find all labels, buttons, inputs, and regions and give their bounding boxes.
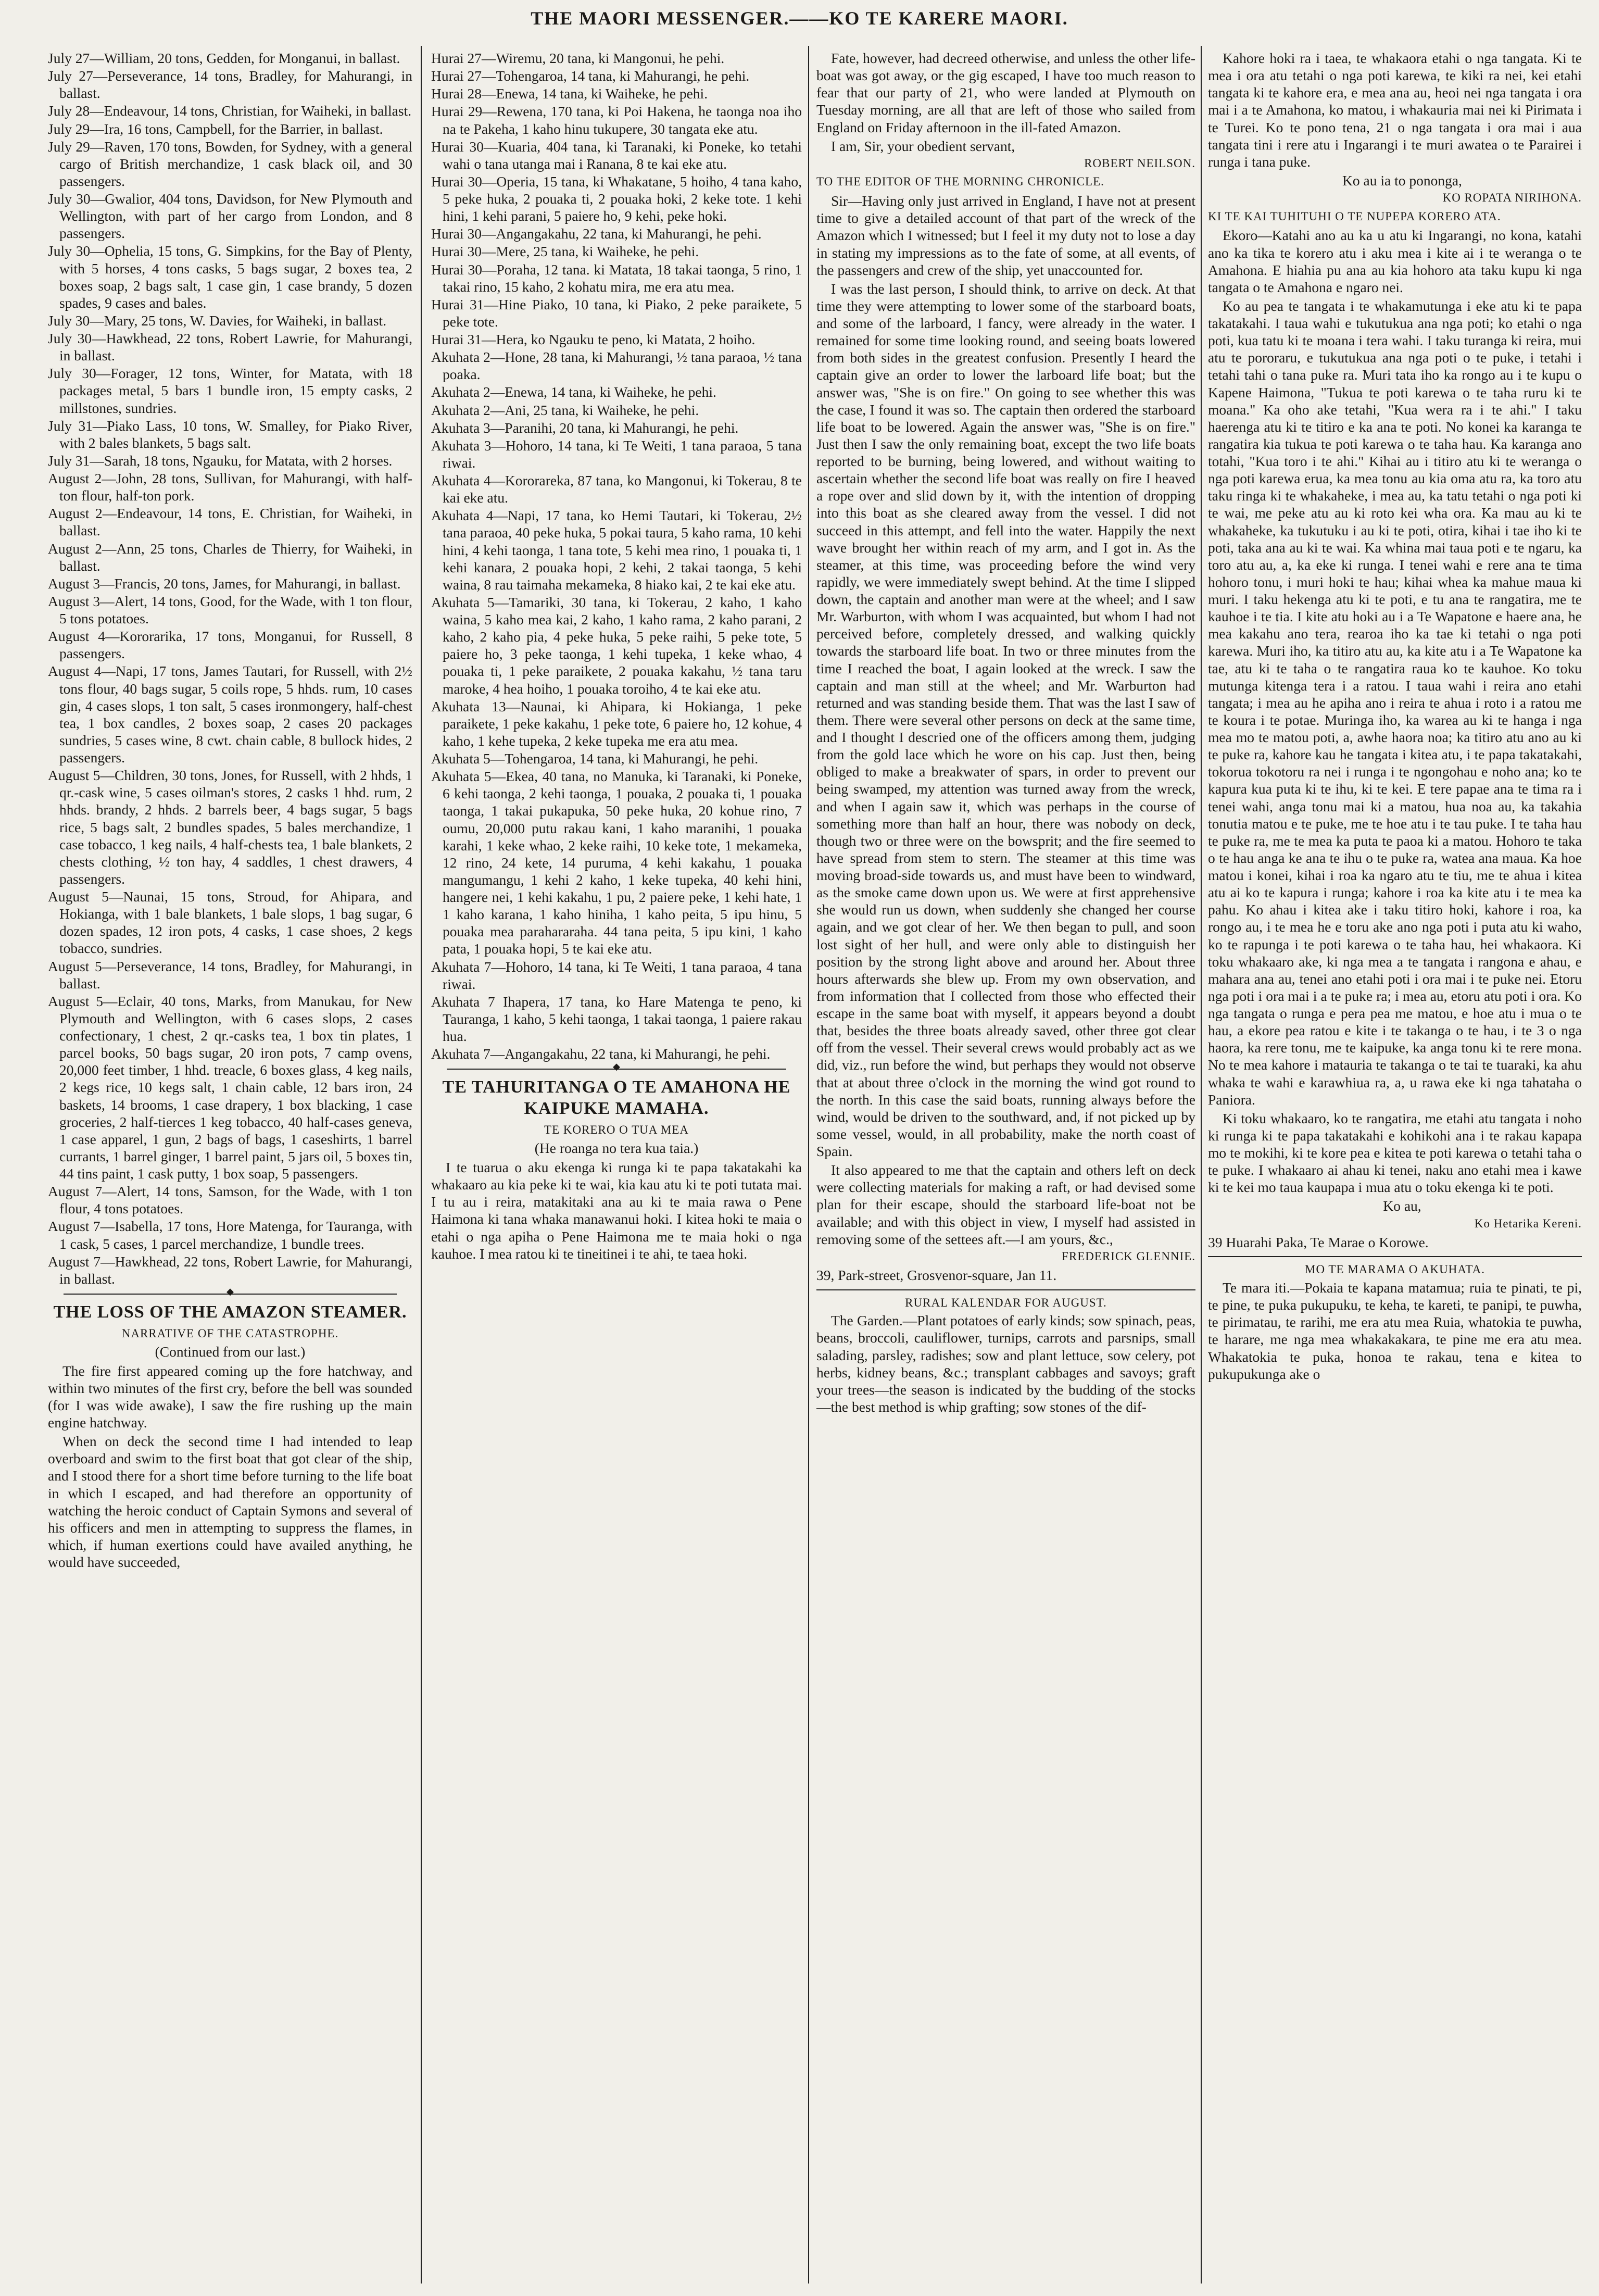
glennie-address: 39, Park-street, Grosvenor-square, Jan 11. <box>816 1267 1057 1284</box>
shipping-entry: July 29—Ira, 16 tons, Campbell, for the Barrier, in ballast. <box>48 120 383 137</box>
shipping-entry: Akuhata 2—Hone, 28 tana, ki Mahurangi, ½ tana paraoa, ½ tana poaka. <box>431 349 802 383</box>
shipping-entry: Akuhata 5—Ekea, 40 tana, no Manuka, ki Taranaki, ki Poneke, 6 kehi taonga, 2 kehi taonga, 1 pouaka, 2 pouaka ti, 1 pouaka taonga, 1 takai pukapuka, 50 peke huka, 20 kohue rino, 7 oumu, 20,000 putu rakau kani, 1 kaho maranihi, 1 pouaka karahi, 1 keke whao, 2 keke raihi, 10 keke tote, 1 mekameka, 12 rino, 24 kete, 14 puruma, 4 kehi kakahu, 1 pouaka mangumangu, 1 kehi 2 kaho, 1 keke tupeka, 40 kehi hini, hangere nei, 1 kehi kakahu, 1 pu, 2 paiere peke, 1 kehi hate, 1 1 kaho karana, 1 kaho hiniha, 1 kaho peita, 5 ipu hinu, 5 pouaka mea parahararaha. 44 tana peita, 5 ipu kini, 1 kaho pata, 1 pouaka hopi, 5 te kai eke atu. <box>431 768 802 957</box>
shipping-entry: Akuhata 3—Hohoro, 14 tana, ki Te Weiti, 1 tana paraoa, 5 tana riwai. <box>431 437 802 471</box>
column-3 <box>816 49 1195 2286</box>
shipping-entry: Akuhata 4—Napi, 17 tana, ko Hemi Tautari, ki Tokerau, 2½ tana paraoa, 40 peke huka, 5 pokai taura, 5 kaho rama, 10 kehi hini, 4 kehi taonga, 1 tana tote, 5 kehi mea rino, 1 pouaka ti, 1 kehi kanara, 2 pouaka hopi, 2 kehi, 2 takai taonga, 5 kehi waina, 8 rau taimaha mekameka, 8 hiako kai, 2 te kai eke atu. <box>431 507 802 593</box>
letter-heading-english: TO THE EDITOR OF THE MORNING CHRONICLE. <box>816 175 1104 189</box>
column-rule <box>808 46 809 2284</box>
article-paragraph: Ki toku whakaaro, ko te rangatira, me etahi atu tangata i noho ki runga ki te papa takatakahi e kohikohi ana i te rakau kapapa mo te mokihi, ki te kore pea e kitea te poti karewa o tetahi taha o te puke. I whakaaro ai ahau ki tenei, naku ano etahi mea i kawe ki te kei mo taua kaupapa i mua atu o toku ekenga ki te poti. <box>1208 1110 1582 1196</box>
shipping-entry: August 3—Alert, 14 tons, Good, for the Wade, with 1 ton flour, 5 tons potatoes. <box>48 593 412 626</box>
article-paragraph: It also appeared to me that the captain and others left on deck were collecting materials for making a raft, or had devised some plan for their escape, should the starboard life-boat not be available; and with this object in view, I myself had assisted in removing some of the settees aft.—I am yours, &c., <box>816 1162 1195 1247</box>
shipping-entry: August 5—Perseverance, 14 tons, Bradley, for Mahurangi, in ballast. <box>48 958 412 992</box>
shipping-entry: July 30—Hawkhead, 22 tons, Robert Lawrie, for Mahurangi, in ballast. <box>48 330 412 364</box>
rural-kalendar-title: RURAL KALENDAR FOR AUGUST. <box>905 1296 1107 1309</box>
nirihona-letter-ending <box>1208 49 1582 170</box>
shipping-entry: July 30—Ophelia, 15 tons, G. Simpkins, for the Bay of Plenty, with 5 horses, 4 tons casks, 5 bags sugar, 2 boxes tea, 2 boxes soap, 2 bags salt, 1 case gin, 1 case brandy, 5 dozen spades, 9 cases and bales. <box>48 243 412 311</box>
glennie-letter-body <box>816 192 1195 1248</box>
neilson-closing: I am, Sir, your obedient servant, <box>831 137 1015 154</box>
shipping-entry: July 28—Endeavour, 14 tons, Christian, for Waiheki, in ballast. <box>48 103 412 119</box>
shipping-entry: Akuhata 7—Angangakahu, 22 tana, ki Mahurangi, he pehi. <box>431 1046 771 1062</box>
shipping-entry: August 7—Isabella, 17 tons, Hore Matenga, for Tauranga, with 1 cask, 5 cases, 1 parcel merchandize, 1 bundle trees. <box>48 1218 412 1252</box>
article-paragraph: Kahore hoki ra i taea, te whakaora etahi o nga tangata. Ki te mea i ora atu tetahi o nga poti karewa, te kiki ra nei, kei etahi tangata ki te kahore era, e mea ana au, heoi nei nga tangata i ora mai i a te Amahona, ko matou, i whakauria mai nei ki Pirimata i te Turei. Ko te pono tena, 21 o nga tangata i ora mai i aua tangata tini i rere atu i Ingarangi i te muri awatea o te Parairei i runga i tana puke. <box>1208 50 1582 170</box>
rural-kalendar-text: The Garden.—Plant potatoes of early kinds; sow spinach, peas, beans, broccoli, cauliflower, turnips, carrots and parsnips, small salading, parsley, radishes; sow and plant lettuce, sow celery, pot herbs, kidney beans, &c.; transplant cabbages and savoys; graft your trees—the season is indicated by the budding of the stocks—the best method is whip grafting; sow stones of the dif- <box>816 1312 1195 1415</box>
shipping-entry: Hurai 30—Operia, 15 tana, ki Whakatane, 5 hoiho, 4 tana kaho, 5 peke huka, 2 pouaka ti, 2 pouaka hoki, 2 keke tote. 1 kehi hini, 1 kehi parani, 5 paiere ho, 9 kehi, peke hoki. <box>431 173 802 224</box>
section-rule <box>1208 1256 1582 1257</box>
shipping-entry: Hurai 29—Rewena, 170 tana, ki Poi Hakena, he taonga noa iho na te Pakeha, 1 kaho hinu tukupere, 30 tangata eke atu. <box>431 103 802 137</box>
shipping-list-maori <box>431 49 802 1062</box>
article-paragraph: I te tuarua o aku ekenga ki runga ki te papa takatakahi ka whakaaro au kia peke ki te wai, kia kau atu ki te poti tutata mai. I tu au i reira, matakitaki ana au ki te maia rawa o Pene Haimona ki tana whaka manawanui hoki. I kitea hoki te maia o etahi o nga apiha o Pene Haimona me te maia hoki o nga kauhoe. I mea ratou ki te tineitinei i te ahi, te taea hoki. <box>431 1159 802 1262</box>
shipping-entry: Hurai 31—Hine Piako, 10 tana, ki Piako, 2 peke paraikete, 5 peke tote. <box>431 296 802 330</box>
shipping-entry: July 27—Perseverance, 14 tons, Bradley, for Mahurangi, in ballast. <box>48 68 412 102</box>
shipping-entry: August 2—Ann, 25 tons, Charles de Thierry, for Waiheki, in ballast. <box>48 540 412 574</box>
amazon-maori-subtitle: TE KORERO O TUA MEA <box>544 1123 689 1137</box>
section-rule <box>816 1289 1195 1290</box>
section-divider <box>447 1069 786 1070</box>
shipping-entry: Hurai 30—Angangakahu, 22 tana, ki Mahurangi, he pehi. <box>431 225 762 242</box>
nirihona-signature: KO ROPATA NIRIHONA. <box>1442 191 1582 204</box>
shipping-entry: August 2—John, 28 tons, Sullivan, for Mahurangi, with half-ton flour, half-ton pork. <box>48 470 412 504</box>
amazon-english-continued: (Continued from our last.) <box>155 1343 306 1360</box>
shipping-entry: August 7—Hawkhead, 22 tons, Robert Lawrie, for Mahurangi, in ballast. <box>48 1253 412 1287</box>
kereni-closing: Ko au, <box>1383 1198 1421 1214</box>
article-paragraph: The fire first appeared coming up the fore hatchway, and within two minutes of the first cry, before the bell was sounded (for I was wide awake), I saw the fire rushing up the main engine hatchway. <box>48 1362 412 1431</box>
shipping-entry: August 2—Endeavour, 14 tons, E. Christian, for Waiheki, in ballast. <box>48 505 412 539</box>
shipping-entry: August 5—Naunai, 15 tons, Stroud, for Ahipara, and Hokianga, with 1 bale blankets, 1 bale slops, 1 bag sugar, 6 dozen spades, 12 iron pots, 4 casks, 1 case shoes, 2 kegs tobacco, sundries. <box>48 888 412 957</box>
section-divider <box>64 1294 397 1295</box>
nirihona-closing: Ko au ia to pononga, <box>1342 172 1462 189</box>
letter-heading-maori: KI TE KAI TUHITUHI O TE NUPEPA KORERO ATA. <box>1208 209 1501 223</box>
rural-maori-title: MO TE MARAMA O AKUHATA. <box>1305 1263 1485 1276</box>
shipping-entry: July 31—Sarah, 18 tons, Ngauku, for Matata, with 2 horses. <box>48 452 393 469</box>
shipping-entry: Akuhata 5—Tamariki, 30 tana, ki Tokerau, 2 kaho, 1 kaho waina, 5 kaho mea kai, 2 kaho, 1 kaho rama, 2 kaho parani, 2 kaho, 2 kaho pia, 4 peke huka, 5 peke raihi, 5 peke tote, 5 paiere ho, 3 peke taonga, 1 kehi tupeka, 1 keke whao, 4 pouaka ti, 1 peke paraikete, 2 pouaka kakahu, ½ tana taru maroke, 4 hea hoiho, 1 pouaka toroiho, 4 te kai eke atu. <box>431 594 802 697</box>
article-paragraph: Sir—Having only just arrived in England, I have not at present time to give a detailed account of that part of the wreck of the Amazon which I witnessed; but I feel it my duty not to lose a day in stating my impressions as to the fate of some, at all events, of the passengers and crew of the ship, yet unaccounted for. <box>816 193 1195 278</box>
masthead: THE MAORI MESSENGER.——KO TE KARERE MAORI. <box>531 8 1068 29</box>
glennie-signature: FREDERICK GLENNIE. <box>1062 1249 1195 1263</box>
amazon-maori-title: TE TAHURITANGA O TE AMAHONA HE KAIPUKE MAMAHA. <box>442 1077 791 1119</box>
shipping-entry: August 5—Eclair, 40 tons, Marks, from Manukau, for New Plymouth and Wellington, with 6 cases slops, 2 cases confectionary, 1 chest, 2 qr.-casks tea, 1 box tin plates, 1 parcel books, 50 bags sugar, 20 iron pots, 7 camp ovens, 20,000 feet timber, 1 hhd. treacle, 6 boxes glass, 4 keg nails, 2 kegs rice, 10 kegs salt, 1 chain cable, 12 bars iron, 24 baskets, 14 brooms, 1 case drapery, 1 box blacking, 1 case groceries, 2 half-tierces 1 keg tobacco, 40 half-cases geneva, 1 case apparel, 1 gun, 2 bags of bags, 1 caseshirts, 1 barrel currants, 1 barrel ginger, 1 barrel paint, 5 jars oil, 5 boxes tin, 44 tins paint, 1 cask putty, 1 box soap, 5 passengers. <box>48 993 412 1182</box>
shipping-entry: Hurai 28—Enewa, 14 tana, ki Waiheke, he pehi. <box>431 85 708 102</box>
shipping-entry: Hurai 30—Mere, 25 tana, ki Waiheke, he pehi. <box>431 243 699 260</box>
kereni-address: 39 Huarahi Paka, Te Marae o Korowe. <box>1208 1234 1429 1251</box>
shipping-entry: Hurai 27—Wiremu, 20 tana, ki Mangonui, he pehi. <box>431 50 725 66</box>
column-4 <box>1208 49 1582 2286</box>
amazon-maori-body <box>431 1159 802 1262</box>
shipping-entry: Akuhata 3—Paranihi, 20 tana, ki Mahurangi, he pehi. <box>431 419 739 436</box>
article-paragraph: I was the last person, I should think, to arrive on deck. At that time they were attempting to lower some of the starboard boats, and some of the larboard, I fancy, were already in the water. I remained for some time looking round, and seeing boats lowered from both sides in the greatest confusion. Presently I heard the captain give an order to lower the larboard life boat; but the answer was, "She is on fire." On going to see whether this was the case, I found it was so. The captain then ordered the starboard life boat to be lowered. Again the answer was, "She is on fire." Just then I saw the only remaining boat, except the two life boats reported to be burning, being lowered, and without waiting to ascertain whether the second life boat was really on fire I heaved a rope over and slid down by it, with the intention of dropping into this boat as she cleared away from the vessel. I did not succeed in this attempt, and fell into the water. Happily the next wave brought her within reach of my arm, and I got in. As the steamer, at this time, was proceeding before the wind very rapidly, we were immediately swept behind. At the time I slipped down, the captain and another man were at the wheel; and I saw Mr. Warburton, with whom I was acquainted, but whom I had not perceived before, completely dressed, and walking quickly towards the starboard life boat. In two or three minutes from the time I reached the boat, I again looked at the wreck. I saw the captain and man still at the wheel; and Mr. Warburton had returned and was standing beside them. That was the last I saw of them. There were several other persons on deck at the same time, and I thought I descried one of the officers among them, judging from the gold lace which he wore on his cap. Just then, being obliged to make a breakwater of spars, in order to prevent our being swamped, my attention was turned away from the wreck, and when I again saw it, which was perhaps in the course of something more than half an hour, there was nobody on deck, though two or three were on the bowsprit; and the fire seemed to have spread from stem to stern. The steamer at this time was moving broad-side towards us, and must have been to windward, as the smoke came down upon us. We were at first apprehensive she would run us down, when suddenly she changed her course again, and we got clear of her. We then began to pull, and soon lost sight of her hull, and were only able to distinguish her position by the strong light above and around her. About three hours afterwards she blew up. From my own observation, and from information that I collected from those who effected their escape in the same boat with myself, it appears beyond a doubt that, besides the three boats already saved, other three got clear off from the vessel. Their several crews would probably act as we did, viz., run before the wind, but perhaps they would not observe that at about three o'clock in the morning the wind got round to the north. In this case the said boats, running always before the wind, would be driven to the southward, and, if not picked up by some vessel, would, in all probability, make the north coast of Spain. <box>816 280 1195 1160</box>
shipping-entry: Akuhata 7 Ihapera, 17 tana, ko Hare Matenga te peno, ki Tauranga, 1 kaho, 5 kehi taonga, 1 takai taonga, 1 paiere rakau hua. <box>431 993 802 1044</box>
article-paragraph: Ekoro—Katahi ano au ka u atu ki Ingarangi, no kona, katahi ano ka tika te korero atu i aku mea i kite ai i te weranga o te Amahona. E hiahia pu ana au kia hohoro ata taku kupu ki nga tangata o te Amahona e ngaro nei. <box>1208 227 1582 295</box>
shipping-entry: August 4—Kororarika, 17 tons, Monganui, for Russell, 8 passengers. <box>48 628 412 662</box>
kereni-signature: Ko Hetarika Kereni. <box>1474 1216 1582 1230</box>
amazon-english-body <box>48 1362 412 1571</box>
shipping-entry: August 7—Alert, 14 tons, Samson, for the Wade, with 1 ton flour, 4 tons potatoes. <box>48 1183 412 1217</box>
column-rule <box>421 46 422 2284</box>
neilson-signature: ROBERT NEILSON. <box>1084 156 1195 170</box>
shipping-entry: July 29—Raven, 170 tons, Bowden, for Sydney, with a general cargo of British merchandize, 1 cask black oil, and 30 passengers. <box>48 138 412 189</box>
column-2 <box>431 49 802 2286</box>
rural-maori-text: Te mara iti.—Pokaia te kapana matamua; ruia te pinati, te pi, te pine, te puka pukupuku, te keha, te kareti, te panipi, te puwha, te pirimatau, te rarihi, me era atu mea Ruia, whatokia te puwha, te harare, me nga mea whakakakara, te pine me era atu mea. Whakatokia te puka, honoa te rakau, tena e kitea to pukupukunga ake o <box>1208 1279 1582 1382</box>
shipping-entry: Akuhata 5—Tohengaroa, 14 tana, ki Mahurangi, he pehi. <box>431 750 759 767</box>
shipping-entry: Akuhata 7—Hohoro, 14 tana, ki Te Weiti, 1 tana paraoa, 4 tana riwai. <box>431 958 802 992</box>
article-paragraph: When on deck the second time I had intended to leap overboard and swim to the first boat that got clear of the ship, and I stood there for a short time before turning to the life boat in which I escaped, and had therefore an opportunity of watching the heroic conduct of Captain Symons and several of his officers and men in attempting to suppress the flames, in which, if human exertions could have availed anything, he would have succeeded, <box>48 1433 412 1571</box>
neilson-letter-ending <box>816 49 1195 136</box>
shipping-entry: July 30—Mary, 25 tons, W. Davies, for Waiheki, in ballast. <box>48 312 387 329</box>
amazon-maori-continued: (He roanga no tera kua taia.) <box>534 1139 699 1156</box>
shipping-entry: July 31—Piako Lass, 10 tons, W. Smalley, for Piako River, with 2 bales blankets, 5 bags salt. <box>48 417 412 451</box>
shipping-entry: Hurai 30—Kuaria, 404 tana, ki Taranaki, ki Poneke, ko tetahi wahi o tana utanga mai i Ranana, 8 te kai eke atu. <box>431 138 802 172</box>
shipping-entry: Akuhata 2—Ani, 25 tana, ki Waiheke, he pehi. <box>431 402 699 418</box>
shipping-entry: Akuhata 2—Enewa, 14 tana, ki Waiheke, he pehi. <box>431 384 716 400</box>
shipping-entry: July 30—Forager, 12 tons, Winter, for Matata, with 18 packages metal, 5 bars 1 bundle iron, 15 empty casks, 2 millstones, sundries. <box>48 365 412 416</box>
shipping-entry: August 4—Napi, 17 tons, James Tautari, for Russell, with 2½ tons flour, 40 bags sugar, 5 coils rope, 5 hhds. rum, 10 cases gin, 4 cases slops, 1 ton salt, 5 cases ironmongery, half-chest tea, 1 box candles, 2 boxes soap, 2 cases 20 packages sundries, 5 cases wine, 8 cwt. chain cable, 8 bullock hides, 2 passengers. <box>48 663 412 766</box>
shipping-list-english <box>48 49 412 1287</box>
article-paragraph: Fate, however, had decreed otherwise, and unless the other life-boat was got away, or the gig escaped, I have too much reason to fear that our party of 21, who were landed at Plymouth on Tuesday morning, are all that are left of those who sailed from England on Friday afternoon in the ill-fated Amazon. <box>816 50 1195 135</box>
shipping-entry: July 30—Gwalior, 404 tons, Davidson, for New Plymouth and Wellington, with part of her cargo from London, and 8 passengers. <box>48 191 412 242</box>
shipping-entry: Hurai 31—Hera, ko Ngauku te peno, ki Matata, 2 hoiho. <box>431 331 756 347</box>
amazon-english-title: THE LOSS OF THE AMAZON STEAMER. <box>53 1302 407 1322</box>
column-1 <box>48 49 412 2286</box>
shipping-entry: Akuhata 13—Naunai, ki Ahipara, ki Hokianga, 1 peke paraikete, 1 peke kakahu, 1 peke tote, 6 paiere ho, 12 kohue, 4 kaho, 1 kehe tupeka, 2 keke tupeka me era atu mea. <box>431 698 802 749</box>
amazon-english-subtitle: NARRATIVE OF THE CATASTROPHE. <box>121 1326 339 1340</box>
shipping-entry: August 3—Francis, 20 tons, James, for Mahurangi, in ballast. <box>48 575 401 592</box>
shipping-entry: Hurai 27—Tohengaroa, 14 tana, ki Mahurangi, he pehi. <box>431 68 750 84</box>
article-paragraph: Ko au pea te tangata i te whakamutunga i eke atu ki te papa takatakahi. I taua wahi e tukutukua ana nga poti; ko etahi o nga poti, kua tatu ki te moana i tera wahi. I taku turanga ki reira, mui atu te pororaru, e tukutukua ana nga poti o te puke, i tetahi i tetahi tahi o tana puke ra. Muri tata iho ka rongo au i te kupu o Kapene Haimona, "Tukua te poti karewa o te taha ruru ki te moana." Ka oho ake tetahi, "Kua wera ra i te ahi." I taku haerenga atu ki te titiro e ka ana te poti. No konei ka karanga te rangatira kia tukua te poti karewa o te taha hau. Ka karanga ano totahi, "Kua toro i te ahi." Kihai au i titiro atu ki te weranga o nga poti karewa erua, ka mea tonu au kia oma atu ra, ka toro atu taku ringa ki te whakaheke, i mea au, ka tatu tetahi o nga poti ki te wai, me peke atu au ki roto kei wha ora. Ka mau au ki te whakaheke, ka tukutuku i au ki te poti, otira, kihai i tae iho ki te poti, taka ana au ki te wai. Ka whina mai taua poti e te ngaru, ka toro atu au, a, ka eke ki runga. I tenei wahi e rere ana te tima hohoro tonu, i muri hoki te hau; kihai whea ka mahue maua ki muri. I taku hekenga atu ki te poti, e tu ana te rangatira, me te kauhoe i te tia. I kite atu hoki au i a Te Wapatone e haere ana, he mea kakahu ano tera, rearoa iho ka tae ki tetahi o nga poti karewa. Muri iho, ka titiro atu au, ka kite atu i a Te Wapatone ka tae, atu ki te taha o te rangatira raua ko te kauhoe. Ko toku mutunga kitenga tera i a ratou. I taua wahi i reira ano etahi tangata; i mea au he apiha ano i reira te ahua i roto i a ratou me te koura i te potae. Muringa iho, ka warea au ki te hanga i nga mea mo te matou poti, a, awhe haora noa; ka titiro atu ano au ki te puke ra, kahore kau he tangata i kitea atu, i te papa takatakahi, tokorua tokotoru ra nei i runga i te ngongohau e noho ana; ko te kapura kua puta ki te ihu, ki te kei. E tere papae ana te tima ra i tenei wahi, anga tonu mai ki a matou, hua noa au, ka takahia tonutia matou e te puke, me te hoe atu i te tau puke. I te taha hau te puke ra, me te mea ka puta te paoa ki a matou. Hohoro te taka o te hau anga ke ana te ihu o te puke ra, watea ana maua. Ka hoe matou i konei, kihai i roa ka ngaro atu te tiu, me te ahua i kitea atu ai ko te kapura i runga; kahore i roa ka kite atu i te mea ka pahu. Ko ahau i kitea ake i taku titiro hoki, kahore i roa, ka rongo au, i te mea he e toru ake ano nga poti i puta atu ki waho, ko te rapunga i te poti karewa o te taha hau, hei whakaora. Ki toku whakaaro ake, ki nga mea a te tangata i rangona e ahau, e mahara ana au, tenei ano etahi poti i ora mai i te puke nei. Etoru nga poti i ora mai i a te puke ra; i mea au, etoru atu poti i ora. Ko nga tangata o runga e pera pea me matou, e hoe atu i mua o te hau, a ekore pea ratou e kite i te takanga o te hau, i te 3 o nga haora, ka rere tonu, me te kaipuke, ka anga tonu ki te rere mona. No te mea kahore i matauria te takanga o te tai te tuaraki, ka ahu whaka te wahi e karawhiua ra, a, u rawa eke ki nga tahataha o Paniora. <box>1208 297 1582 1108</box>
kereni-letter-body <box>1208 227 1582 1196</box>
shipping-entry: July 27—William, 20 tons, Gedden, for Monganui, in ballast. <box>48 50 400 66</box>
column-rule <box>1201 46 1202 2284</box>
shipping-entry: Akuhata 4—Kororareka, 87 tana, ko Mangonui, ki Tokerau, 8 te kai eke atu. <box>431 472 802 506</box>
shipping-entry: August 5—Children, 30 tons, Jones, for Russell, with 2 hhds, 1 qr.-cask wine, 5 cases oilman's stores, 2 casks 1 hhd. rum, 2 hhds. brandy, 2 hhds. 2 barrels beer, 4 bags sugar, 5 bags rice, 5 bags salt, 2 bundles spades, 5 bales merchandize, 1 case tobacco, 1 keg nails, 4 half-chests tea, 1 bale blankets, 2 chests clothing, ½ ton hay, 4 saddles, 1 chest drawers, 4 passengers. <box>48 767 412 887</box>
shipping-entry: Hurai 30—Poraha, 12 tana. ki Matata, 18 takai taonga, 5 rino, 1 takai rino, 15 kaho, 2 kohatu mira, me era atu mea. <box>431 261 802 295</box>
